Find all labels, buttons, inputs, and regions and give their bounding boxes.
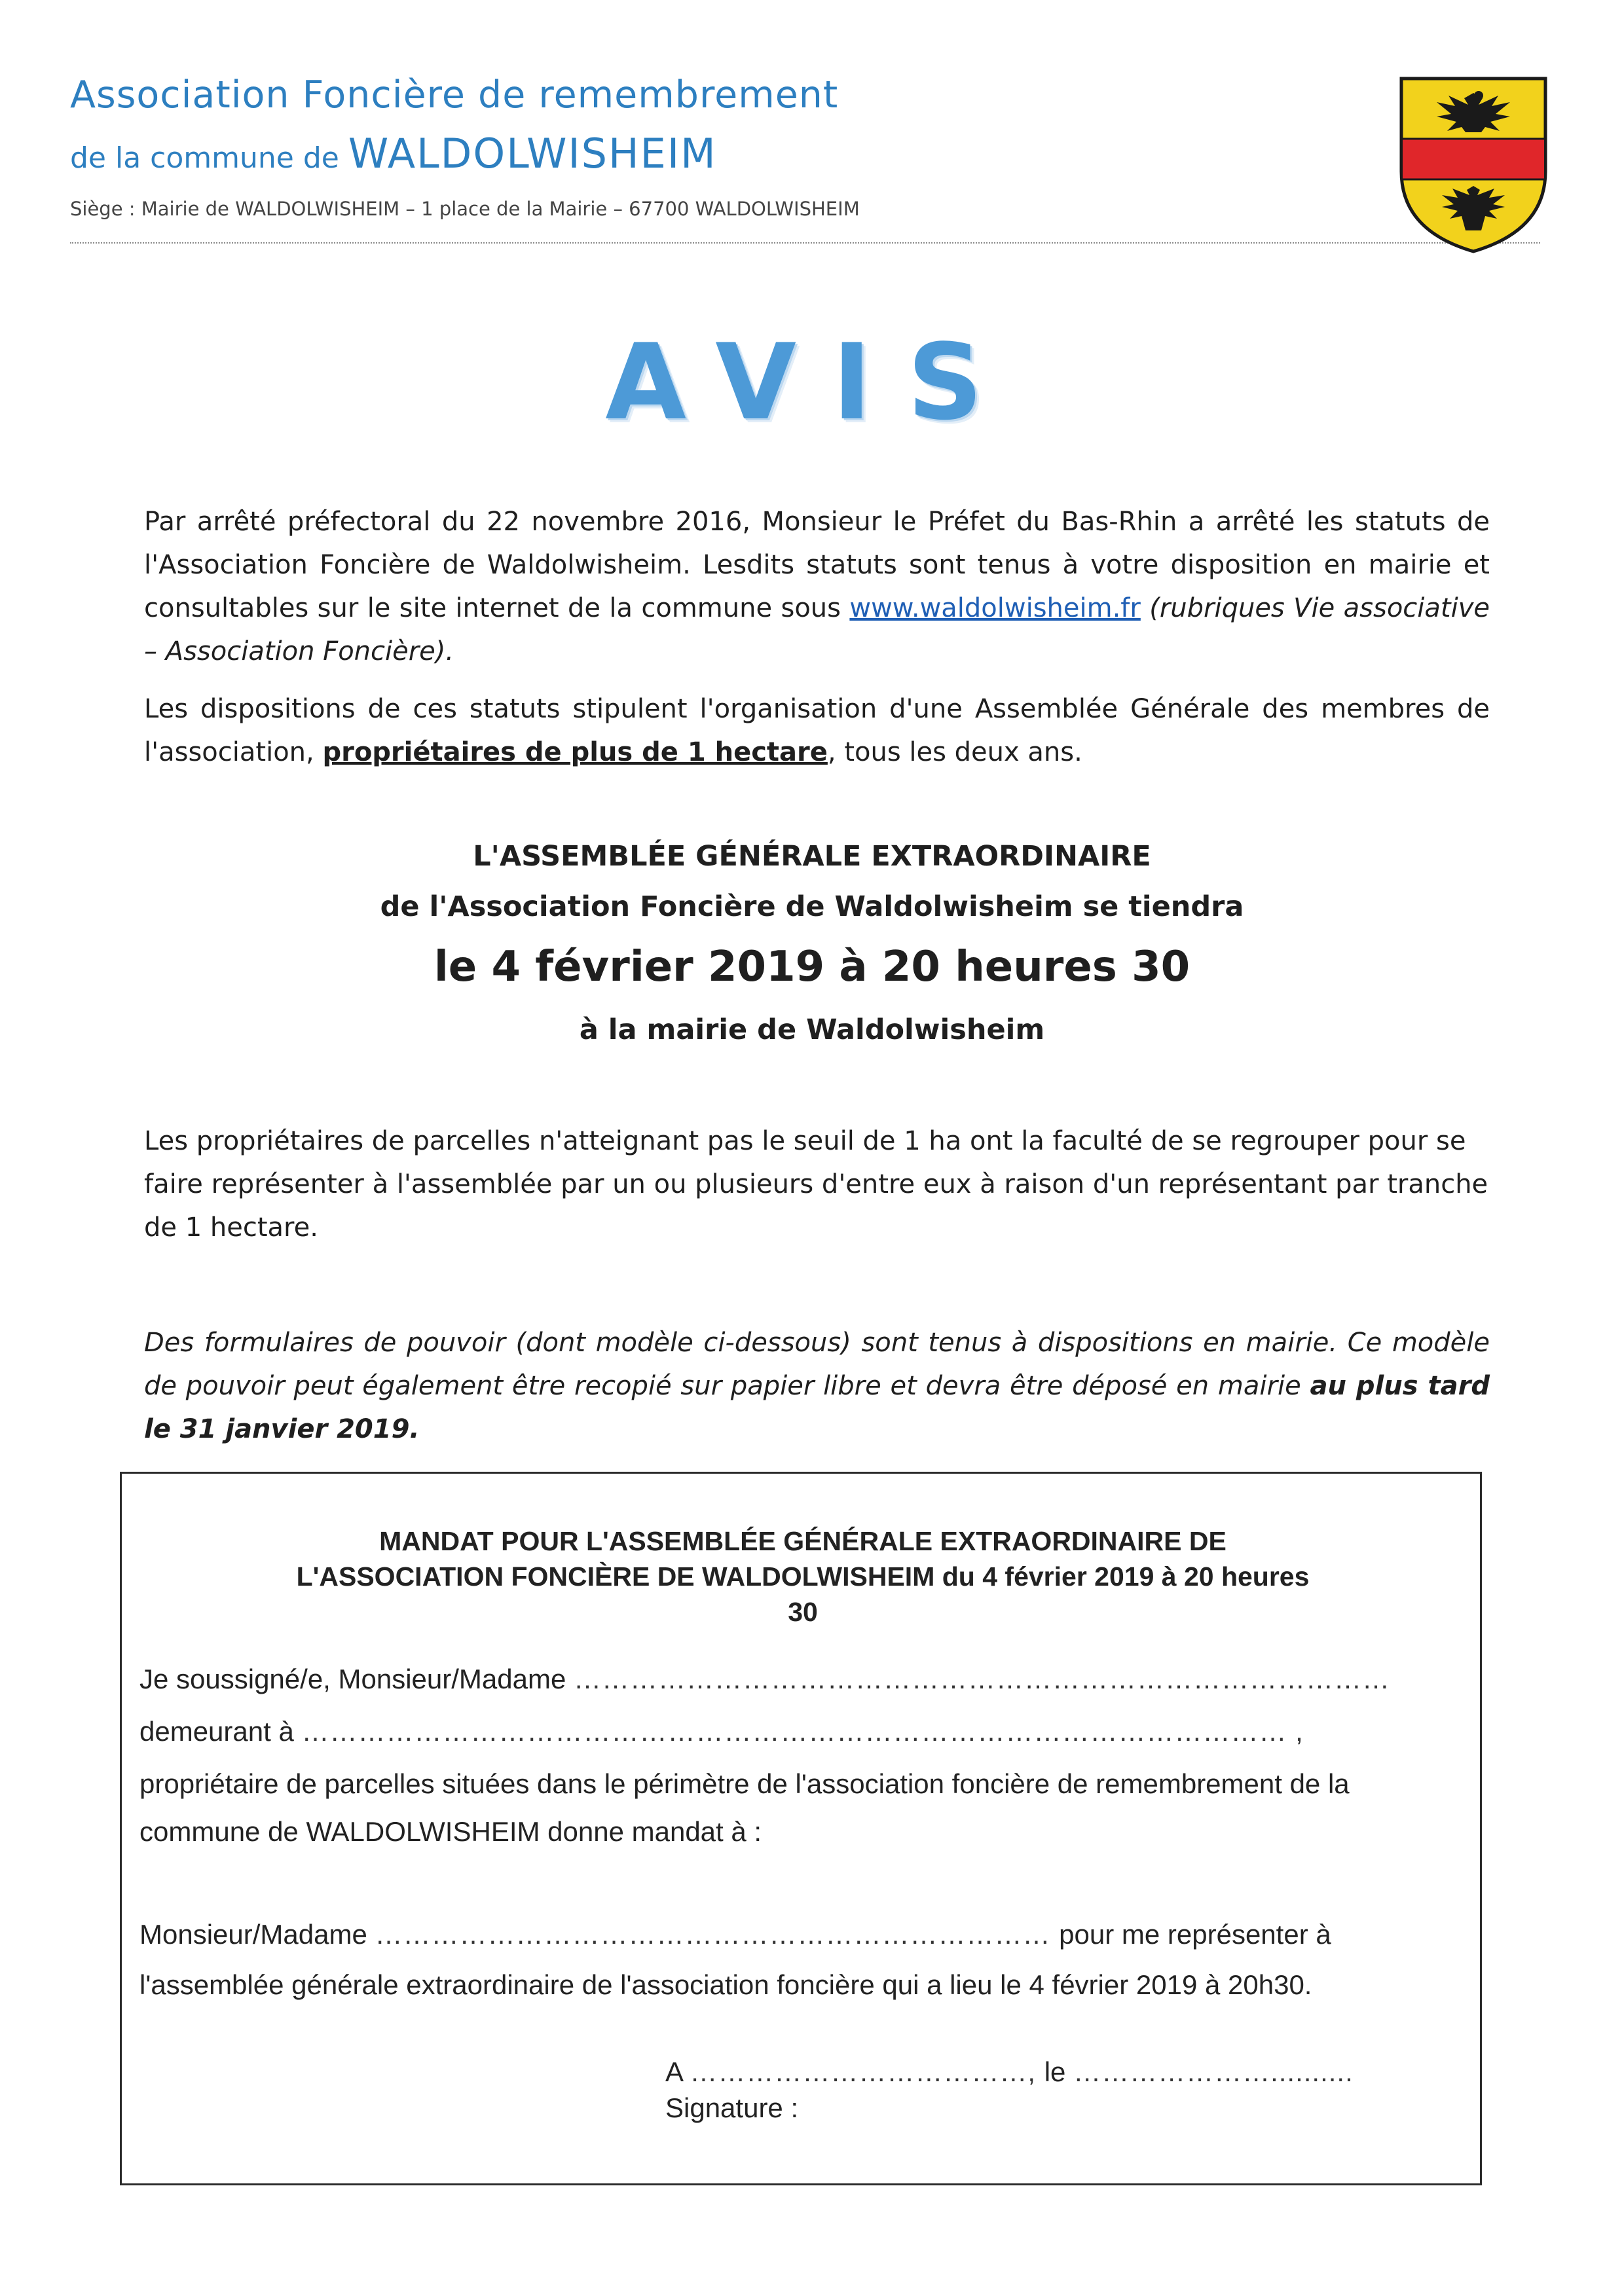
association-name: Association Foncière de remembrement: [70, 73, 839, 117]
prefectoral-order-paragraph: [144, 500, 1490, 673]
place-date-line: [665, 2056, 1624, 2088]
header-divider: [70, 242, 1540, 244]
proxy-form-box: [120, 1472, 1482, 2185]
paragraph5-text: Des formulaires de pouvoir (dont modèle ci-dessous) sont tenus à dispositions en mairie. Ce modèle de pouvoir peut également être recopié sur papier libre et devra être déposé en mairie: [144, 1328, 1490, 1401]
paragraph2-emphasis: propriétaires de plus de 1 hectare: [322, 737, 828, 767]
page-title: AVIS: [605, 321, 1019, 443]
residence-label: demeurant à: [139, 1716, 302, 1747]
paragraph5-deadline: au plus tard le 31 janvier 2019.: [144, 1371, 1490, 1444]
assembly-subheading: de l'Association Foncière de Waldolwisheim se tiendra: [380, 890, 1244, 923]
residence-field[interactable]: …………………………………………………………………………………………… ,: [301, 1716, 1304, 1747]
place-label: A: [665, 2056, 690, 2087]
assembly-date: le 4 février 2019 à 20 heures 30: [434, 943, 1190, 991]
signature-label: Signature :: [665, 2092, 799, 2123]
proxy-forms-paragraph: [144, 1321, 1490, 1451]
representative-line: [139, 1919, 1462, 1950]
commune-name: WALDOLWISHEIM: [348, 130, 717, 177]
undersigned-name-field[interactable]: ……………………………………………………………………………: [574, 1664, 1390, 1694]
commune-website-link[interactable]: www.waldolwisheim.fr: [849, 593, 1141, 623]
place-field[interactable]: ………………………………,: [690, 2056, 1044, 2087]
undersigned-line: [139, 1664, 1462, 1695]
paragraph1-italic: (rubriques Vie associative – Association Foncière).: [144, 593, 1490, 666]
proxy-form-title-line2: L'ASSOCIATION FONCIÈRE DE WALDOLWISHEIM du 4 février 2019 à 20 heures: [296, 1561, 1310, 1592]
proxy-form-title-line3: 30: [788, 1597, 818, 1627]
date-label: le: [1044, 2056, 1074, 2087]
paragraph2-after: , tous les deux ans.: [827, 737, 1082, 767]
mandate-statement: commune de WALDOLWISHEIM donne mandat à :: [139, 1816, 762, 1847]
headquarters-address: Siège : Mairie de WALDOLWISHEIM – 1 place de la Mairie – 67700 WALDOLWISHEIM: [70, 198, 860, 220]
statutes-paragraph: [144, 687, 1490, 774]
representation-paragraph: Les propriétaires de parcelles n'atteignant pas le seuil de 1 ha ont la faculté de se regrouper pour se faire représenter à l'assemblée par un ou plusieurs d'entre eux à raison d'un représentant par tranche de 1 hectare.: [144, 1126, 1488, 1243]
proxy-form-title-line1: MANDAT POUR L'ASSEMBLÉE GÉNÉRALE EXTRAORDINAIRE DE: [379, 1526, 1227, 1556]
representative-label: Monsieur/Madame: [139, 1919, 375, 1950]
residence-line: [139, 1716, 1462, 1747]
undersigned-label: Je soussigné/e, Monsieur/Madame: [139, 1664, 574, 1694]
commune-line: [70, 130, 717, 177]
paragraph1-text: Par arrêté préfectoral du 22 novembre 2016, Monsieur le Préfet du Bas-Rhin a arrêté les statuts de l'Association Foncière de Waldolwisheim. Lesdits statuts sont tenus à votre disposition en mairie et consultables sur le site internet de la commune sous: [144, 507, 1490, 623]
coat-of-arms-icon: [1395, 73, 1552, 257]
assembly-statement: l'assemblée générale extraordinaire de l'association foncière qui a lieu le 4 février 2019 à 20h30.: [139, 1969, 1312, 2000]
paragraph2-before: Les dispositions de ces statuts stipulent l'organisation d'une Assemblée Générale des membres de l'association,: [144, 694, 1490, 767]
date-field[interactable]: …………………..........: [1073, 2056, 1354, 2087]
assembly-heading: L'ASSEMBLÉE GÉNÉRALE EXTRAORDINAIRE: [473, 840, 1151, 873]
representative-name-field[interactable]: ………………………………………………………………: [375, 1919, 1060, 1950]
representative-after: pour me représenter à: [1059, 1919, 1331, 1950]
owner-statement: propriétaire de parcelles situées dans le périmètre de l'association foncière de remembrement de la: [139, 1768, 1350, 1799]
assembly-place: à la mairie de Waldolwisheim: [579, 1013, 1045, 1046]
commune-prefix: de la commune de: [70, 141, 348, 175]
